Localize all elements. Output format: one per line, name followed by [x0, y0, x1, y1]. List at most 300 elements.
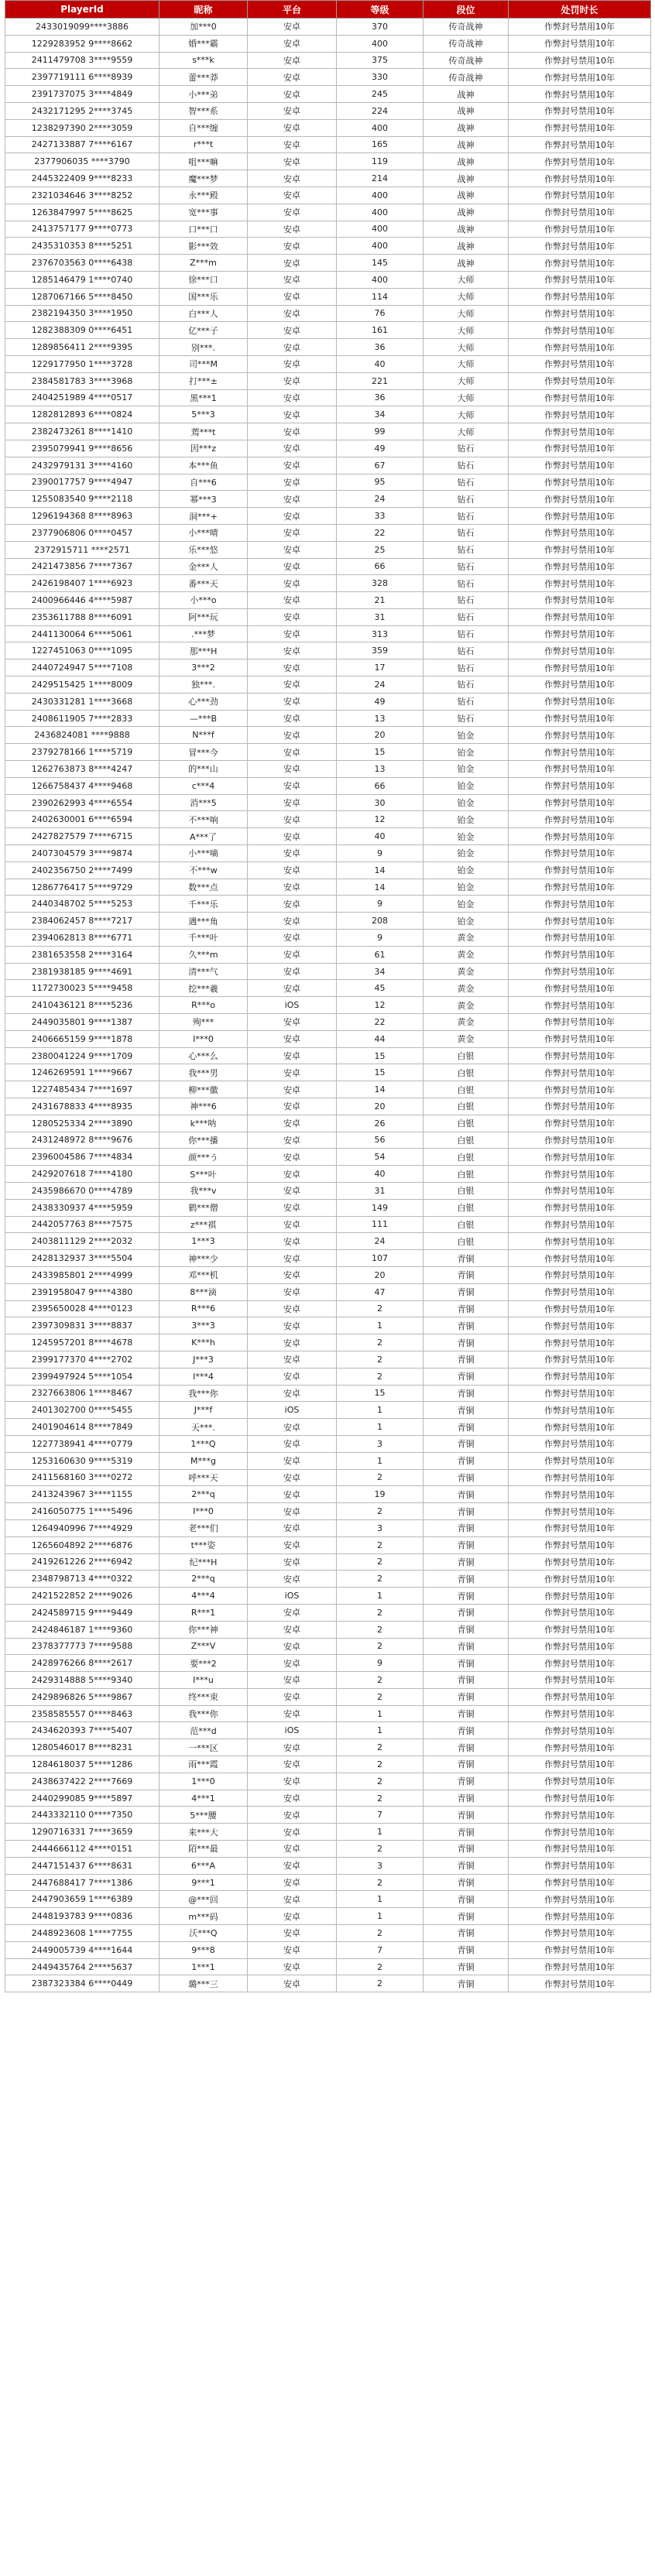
- player-id-cell: 2421473856 7****7367: [5, 558, 159, 575]
- rank-cell: 钻石: [424, 592, 509, 609]
- nickname-cell: 一***区: [159, 1739, 248, 1756]
- rank-cell: 钻石: [424, 524, 509, 541]
- rank-cell: 青铜: [424, 1435, 509, 1452]
- player-id-cell: 2390262993 4****6554: [5, 794, 159, 811]
- penalty-cell: 作弊封号禁用10年: [509, 19, 651, 36]
- platform-cell: 安卓: [248, 592, 337, 609]
- nickname-cell: 你***神: [159, 1621, 248, 1638]
- penalty-cell: 作弊封号禁用10年: [509, 828, 651, 845]
- rank-cell: 白银: [424, 1182, 509, 1199]
- penalty-cell: 作弊封号禁用10年: [509, 52, 651, 69]
- rank-cell: 铂金: [424, 761, 509, 778]
- player-id-cell: 2391737075 3****4849: [5, 86, 159, 103]
- level-cell: 1: [337, 1824, 424, 1841]
- penalty-cell: 作弊封号禁用10年: [509, 1739, 651, 1756]
- penalty-cell: 作弊封号禁用10年: [509, 1064, 651, 1081]
- level-cell: 22: [337, 524, 424, 541]
- table-row: [5, 1098, 651, 1115]
- level-cell: 165: [337, 136, 424, 153]
- player-id-cell: 2410436121 8****5236: [5, 997, 159, 1014]
- platform-cell: 安卓: [248, 794, 337, 811]
- nickname-cell: 小***嘀: [159, 845, 248, 862]
- table-row: [5, 744, 651, 761]
- level-cell: 1: [337, 1419, 424, 1436]
- rank-cell: 青铜: [424, 1857, 509, 1874]
- platform-cell: 安卓: [248, 1807, 337, 1824]
- player-id-cell: 2443332110 0****7350: [5, 1807, 159, 1824]
- penalty-cell: 作弊封号禁用10年: [509, 997, 651, 1014]
- level-cell: 9: [337, 930, 424, 947]
- platform-cell: 安卓: [248, 440, 337, 457]
- penalty-cell: 作弊封号禁用10年: [509, 794, 651, 811]
- platform-cell: 安卓: [248, 1132, 337, 1149]
- level-cell: 19: [337, 1486, 424, 1503]
- table-row: [5, 693, 651, 710]
- rank-cell: 青铜: [424, 1519, 509, 1536]
- platform-cell: 安卓: [248, 1790, 337, 1807]
- penalty-cell: 作弊封号禁用10年: [509, 1368, 651, 1385]
- player-id-cell: 2384581783 3****3968: [5, 372, 159, 389]
- level-cell: 2: [337, 1688, 424, 1705]
- player-id-cell: 2427133887 7****6167: [5, 136, 159, 153]
- rank-cell: 青铜: [424, 1941, 509, 1958]
- nickname-cell: 小***弟: [159, 86, 248, 103]
- platform-cell: 安卓: [248, 288, 337, 305]
- platform-cell: 安卓: [248, 608, 337, 625]
- player-id-cell: 2397719111 6****8939: [5, 69, 159, 86]
- nickname-cell: R***o: [159, 997, 248, 1014]
- penalty-cell: 作弊封号禁用10年: [509, 1925, 651, 1942]
- level-cell: 12: [337, 811, 424, 828]
- rank-cell: 战神: [424, 153, 509, 170]
- rank-cell: 钻石: [424, 508, 509, 525]
- level-cell: 1: [337, 1452, 424, 1469]
- player-id-cell: 2411568160 3****0272: [5, 1469, 159, 1486]
- penalty-cell: 作弊封号禁用10年: [509, 777, 651, 794]
- player-id-cell: 2431248972 8****9676: [5, 1132, 159, 1149]
- platform-cell: 安卓: [248, 102, 337, 119]
- platform-cell: 安卓: [248, 69, 337, 86]
- player-id-cell: 2413243967 3****1155: [5, 1486, 159, 1503]
- rank-cell: 白银: [424, 1064, 509, 1081]
- level-cell: 22: [337, 1014, 424, 1031]
- player-id-cell: 2447688417 7****1386: [5, 1874, 159, 1891]
- rank-cell: 战神: [424, 187, 509, 204]
- penalty-cell: 作弊封号禁用10年: [509, 1621, 651, 1638]
- level-cell: 40: [337, 355, 424, 372]
- nickname-cell: 我***v: [159, 1182, 248, 1199]
- player-id-cell: 1245957201 8****4678: [5, 1334, 159, 1351]
- table-row: [5, 1351, 651, 1368]
- rank-cell: 铂金: [424, 896, 509, 913]
- penalty-cell: 作弊封号禁用10年: [509, 1722, 651, 1739]
- platform-cell: 安卓: [248, 19, 337, 36]
- level-cell: 400: [337, 238, 424, 255]
- level-cell: 2: [337, 1571, 424, 1588]
- penalty-cell: 作弊封号禁用10年: [509, 693, 651, 710]
- nickname-cell: 天***.: [159, 1419, 248, 1436]
- nickname-cell: m***码: [159, 1908, 248, 1925]
- player-id-cell: 2377906035 ****3790: [5, 153, 159, 170]
- header-player-id: PlayerId: [5, 1, 159, 19]
- penalty-cell: 作弊封号禁用10年: [509, 1199, 651, 1216]
- level-cell: 24: [337, 491, 424, 508]
- penalty-cell: 作弊封号禁用10年: [509, 896, 651, 913]
- nickname-cell: 1***3: [159, 1233, 248, 1250]
- level-cell: 2: [337, 1553, 424, 1571]
- level-cell: 1: [337, 1317, 424, 1334]
- table-row: [5, 1115, 651, 1132]
- platform-cell: 安卓: [248, 271, 337, 288]
- penalty-cell: 作弊封号禁用10年: [509, 1841, 651, 1858]
- nickname-cell: s***k: [159, 52, 248, 69]
- penalty-cell: 作弊封号禁用10年: [509, 1047, 651, 1064]
- platform-cell: 安卓: [248, 1064, 337, 1081]
- rank-cell: 大师: [424, 372, 509, 389]
- table-row: [5, 879, 651, 896]
- level-cell: 328: [337, 575, 424, 592]
- table-row: [5, 845, 651, 862]
- table-row: [5, 1874, 651, 1891]
- nickname-cell: r***t: [159, 136, 248, 153]
- player-id-cell: 2381653558 2****3164: [5, 946, 159, 963]
- nickname-cell: I***4: [159, 1368, 248, 1385]
- level-cell: 17: [337, 659, 424, 677]
- level-cell: 208: [337, 913, 424, 930]
- nickname-cell: 幂***3: [159, 491, 248, 508]
- header-platform: 平台: [248, 1, 337, 19]
- player-id-cell: 1266758437 4****9468: [5, 777, 159, 794]
- platform-cell: 安卓: [248, 1705, 337, 1722]
- player-id-cell: 2378377773 7****9588: [5, 1638, 159, 1655]
- table-row: [5, 761, 651, 778]
- nickname-cell: R***6: [159, 1300, 248, 1317]
- penalty-cell: 作弊封号禁用10年: [509, 170, 651, 187]
- table-row: [5, 187, 651, 204]
- nickname-cell: 永***殿: [159, 187, 248, 204]
- penalty-cell: 作弊封号禁用10年: [509, 1975, 651, 1992]
- table-row: [5, 423, 651, 440]
- penalty-cell: 作弊封号禁用10年: [509, 1030, 651, 1047]
- platform-cell: 安卓: [248, 642, 337, 659]
- penalty-cell: 作弊封号禁用10年: [509, 1132, 651, 1149]
- player-id-cell: 2444666112 4****0151: [5, 1841, 159, 1858]
- platform-cell: 安卓: [248, 1047, 337, 1064]
- table-row: [5, 1773, 651, 1790]
- platform-cell: 安卓: [248, 558, 337, 575]
- platform-cell: 安卓: [248, 305, 337, 322]
- penalty-cell: 作弊封号禁用10年: [509, 1334, 651, 1351]
- player-id-cell: 1284618037 5****1286: [5, 1756, 159, 1773]
- penalty-cell: 作弊封号禁用10年: [509, 136, 651, 153]
- level-cell: 1: [337, 1908, 424, 1925]
- platform-cell: 安卓: [248, 119, 337, 136]
- rank-cell: 青铜: [424, 1571, 509, 1588]
- rank-cell: 黄金: [424, 946, 509, 963]
- table-row: [5, 1958, 651, 1975]
- rank-cell: 青铜: [424, 1975, 509, 1992]
- rank-cell: 青铜: [424, 1553, 509, 1571]
- penalty-cell: 作弊封号禁用10年: [509, 457, 651, 474]
- nickname-cell: 9***1: [159, 1874, 248, 1891]
- level-cell: 33: [337, 508, 424, 525]
- nickname-cell: 沃***Q: [159, 1925, 248, 1942]
- player-id-cell: 2447151437 6****8631: [5, 1857, 159, 1874]
- platform-cell: 安卓: [248, 727, 337, 744]
- penalty-cell: 作弊封号禁用10年: [509, 592, 651, 609]
- level-cell: 313: [337, 625, 424, 642]
- platform-cell: 安卓: [248, 693, 337, 710]
- penalty-cell: 作弊封号禁用10年: [509, 1857, 651, 1874]
- level-cell: 3: [337, 1435, 424, 1452]
- nickname-cell: 3***2: [159, 659, 248, 677]
- platform-cell: 安卓: [248, 491, 337, 508]
- rank-cell: 大师: [424, 305, 509, 322]
- rank-cell: 战神: [424, 86, 509, 103]
- level-cell: 26: [337, 1115, 424, 1132]
- platform-cell: 安卓: [248, 744, 337, 761]
- platform-cell: 安卓: [248, 1283, 337, 1300]
- rank-cell: 铂金: [424, 845, 509, 862]
- rank-cell: 大师: [424, 389, 509, 406]
- platform-cell: 安卓: [248, 1081, 337, 1098]
- level-cell: 221: [337, 372, 424, 389]
- level-cell: 76: [337, 305, 424, 322]
- player-id-cell: 1282812893 6****0824: [5, 406, 159, 423]
- nickname-cell: Z***V: [159, 1638, 248, 1655]
- penalty-cell: 作弊封号禁用10年: [509, 238, 651, 255]
- penalty-cell: 作弊封号禁用10年: [509, 930, 651, 947]
- level-cell: 9: [337, 1655, 424, 1672]
- player-id-cell: 2401302700 0****5455: [5, 1402, 159, 1419]
- rank-cell: 青铜: [424, 1705, 509, 1722]
- nickname-cell: 婚***霸: [159, 35, 248, 52]
- platform-cell: 安卓: [248, 1874, 337, 1891]
- table-row: [5, 221, 651, 238]
- level-cell: 2: [337, 1773, 424, 1790]
- platform-cell: 安卓: [248, 457, 337, 474]
- level-cell: 40: [337, 828, 424, 845]
- rank-cell: 青铜: [424, 1250, 509, 1267]
- rank-cell: 黄金: [424, 980, 509, 997]
- penalty-cell: 作弊封号禁用10年: [509, 1216, 651, 1233]
- player-id-cell: 2448923608 1****7755: [5, 1925, 159, 1942]
- penalty-cell: 作弊封号禁用10年: [509, 69, 651, 86]
- platform-cell: 安卓: [248, 1014, 337, 1031]
- penalty-cell: 作弊封号禁用10年: [509, 1503, 651, 1520]
- nickname-cell: 3***3: [159, 1317, 248, 1334]
- platform-cell: 安卓: [248, 1469, 337, 1486]
- level-cell: 145: [337, 255, 424, 272]
- penalty-cell: 作弊封号禁用10年: [509, 608, 651, 625]
- platform-cell: 安卓: [248, 238, 337, 255]
- penalty-cell: 作弊封号禁用10年: [509, 1672, 651, 1689]
- table-row: [5, 339, 651, 356]
- penalty-cell: 作弊封号禁用10年: [509, 677, 651, 694]
- nickname-cell: 8***滴: [159, 1283, 248, 1300]
- nickname-cell: 打***±: [159, 372, 248, 389]
- platform-cell: 安卓: [248, 474, 337, 491]
- player-id-cell: 1282388309 0****6451: [5, 322, 159, 339]
- penalty-cell: 作弊封号禁用10年: [509, 491, 651, 508]
- nickname-cell: 我***你: [159, 1705, 248, 1722]
- header-nickname: 昵称: [159, 1, 248, 19]
- platform-cell: 安卓: [248, 1638, 337, 1655]
- table-row: [5, 1604, 651, 1621]
- level-cell: 49: [337, 693, 424, 710]
- level-cell: 7: [337, 1941, 424, 1958]
- penalty-cell: 作弊封号禁用10年: [509, 372, 651, 389]
- player-id-cell: 2438637422 2****7669: [5, 1773, 159, 1790]
- player-id-cell: 2440724947 5****7108: [5, 659, 159, 677]
- rank-cell: 传奇战神: [424, 52, 509, 69]
- platform-cell: 安卓: [248, 1908, 337, 1925]
- level-cell: 2: [337, 1790, 424, 1807]
- penalty-cell: 作弊封号禁用10年: [509, 913, 651, 930]
- rank-cell: 钻石: [424, 558, 509, 575]
- platform-cell: 安卓: [248, 1334, 337, 1351]
- penalty-cell: 作弊封号禁用10年: [509, 1250, 651, 1267]
- platform-cell: 安卓: [248, 322, 337, 339]
- level-cell: 330: [337, 69, 424, 86]
- rank-cell: 战神: [424, 119, 509, 136]
- penalty-cell: 作弊封号禁用10年: [509, 187, 651, 204]
- platform-cell: 安卓: [248, 1030, 337, 1047]
- penalty-cell: 作弊封号禁用10年: [509, 659, 651, 677]
- level-cell: 245: [337, 86, 424, 103]
- nickname-cell: 千***叶: [159, 930, 248, 947]
- penalty-cell: 作弊封号禁用10年: [509, 1941, 651, 1958]
- rank-cell: 铂金: [424, 744, 509, 761]
- platform-cell: 安卓: [248, 963, 337, 980]
- table-row: [5, 1857, 651, 1874]
- penalty-cell: 作弊封号禁用10年: [509, 1452, 651, 1469]
- level-cell: 149: [337, 1199, 424, 1216]
- level-cell: 44: [337, 1030, 424, 1047]
- rank-cell: 铂金: [424, 777, 509, 794]
- rank-cell: 青铜: [424, 1722, 509, 1739]
- table-row: [5, 1621, 651, 1638]
- player-id-cell: 2424589715 9****9449: [5, 1604, 159, 1621]
- player-id-cell: 2428976266 8****2617: [5, 1655, 159, 1672]
- penalty-cell: 作弊封号禁用10年: [509, 1266, 651, 1283]
- level-cell: 47: [337, 1283, 424, 1300]
- player-id-cell: 2424846187 1****9360: [5, 1621, 159, 1638]
- penalty-cell: 作弊封号禁用10年: [509, 1958, 651, 1975]
- nickname-cell: 我***你: [159, 1385, 248, 1402]
- table-row: [5, 271, 651, 288]
- penalty-cell: 作弊封号禁用10年: [509, 406, 651, 423]
- player-id-cell: 2449005739 4****1644: [5, 1941, 159, 1958]
- table-row: [5, 1064, 651, 1081]
- platform-cell: 安卓: [248, 575, 337, 592]
- player-id-cell: 1285146479 1****0740: [5, 271, 159, 288]
- platform-cell: 安卓: [248, 862, 337, 879]
- player-id-cell: 1227485434 7****1697: [5, 1081, 159, 1098]
- table-row: [5, 1250, 651, 1267]
- level-cell: 14: [337, 862, 424, 879]
- platform-cell: 安卓: [248, 1199, 337, 1216]
- penalty-cell: 作弊封号禁用10年: [509, 1604, 651, 1621]
- penalty-cell: 作弊封号禁用10年: [509, 1317, 651, 1334]
- nickname-cell: 亿***子: [159, 322, 248, 339]
- nickname-cell: 白***人: [159, 305, 248, 322]
- table-row: [5, 372, 651, 389]
- player-id-cell: 1238297390 2****3059: [5, 119, 159, 136]
- penalty-cell: 作弊封号禁用10年: [509, 1688, 651, 1705]
- level-cell: 1: [337, 1402, 424, 1419]
- platform-cell: 安卓: [248, 930, 337, 947]
- table-row: [5, 102, 651, 119]
- penalty-cell: 作弊封号禁用10年: [509, 1519, 651, 1536]
- nickname-cell: 本***鱼: [159, 457, 248, 474]
- level-cell: 2: [337, 1756, 424, 1773]
- level-cell: 2: [337, 1672, 424, 1689]
- platform-cell: 安卓: [248, 1655, 337, 1672]
- nickname-cell: 乐***悠: [159, 541, 248, 558]
- table-row: [5, 1149, 651, 1166]
- rank-cell: 青铜: [424, 1385, 509, 1402]
- level-cell: 25: [337, 541, 424, 558]
- penalty-cell: 作弊封号禁用10年: [509, 1807, 651, 1824]
- penalty-cell: 作弊封号禁用10年: [509, 423, 651, 440]
- player-id-cell: 1263847997 5****8625: [5, 204, 159, 221]
- penalty-cell: 作弊封号禁用10年: [509, 288, 651, 305]
- rank-cell: 白银: [424, 1115, 509, 1132]
- rank-cell: 青铜: [424, 1655, 509, 1672]
- table-row: [5, 69, 651, 86]
- level-cell: 99: [337, 423, 424, 440]
- level-cell: 67: [337, 457, 424, 474]
- nickname-cell: 清***气: [159, 963, 248, 980]
- platform-cell: 安卓: [248, 761, 337, 778]
- platform-cell: 安卓: [248, 1571, 337, 1588]
- platform-cell: 安卓: [248, 811, 337, 828]
- rank-cell: 钻石: [424, 625, 509, 642]
- player-id-cell: 2379278166 1****5719: [5, 744, 159, 761]
- rank-cell: 青铜: [424, 1908, 509, 1925]
- table-row: [5, 946, 651, 963]
- table-row: [5, 1503, 651, 1520]
- platform-cell: 安卓: [248, 1553, 337, 1571]
- platform-cell: 安卓: [248, 52, 337, 69]
- platform-cell: 安卓: [248, 710, 337, 727]
- table-row: [5, 1841, 651, 1858]
- platform-cell: iOS: [248, 1402, 337, 1419]
- table-row: [5, 1216, 651, 1233]
- level-cell: 2: [337, 1975, 424, 1992]
- penalty-cell: 作弊封号禁用10年: [509, 339, 651, 356]
- platform-cell: 安卓: [248, 1149, 337, 1166]
- header-rank: 段位: [424, 1, 509, 19]
- platform-cell: 安卓: [248, 1250, 337, 1267]
- rank-cell: 传奇战神: [424, 19, 509, 36]
- rank-cell: 铂金: [424, 794, 509, 811]
- rank-cell: 青铜: [424, 1958, 509, 1975]
- platform-cell: 安卓: [248, 1519, 337, 1536]
- table-row: [5, 896, 651, 913]
- table-row: [5, 677, 651, 694]
- nickname-cell: 小***o: [159, 592, 248, 609]
- table-row: [5, 963, 651, 980]
- penalty-cell: 作弊封号禁用10年: [509, 1419, 651, 1436]
- nickname-cell: c***4: [159, 777, 248, 794]
- level-cell: 34: [337, 963, 424, 980]
- rank-cell: 黄金: [424, 997, 509, 1014]
- player-id-cell: 1229283952 9****8662: [5, 35, 159, 52]
- table-row: [5, 1672, 651, 1689]
- penalty-cell: 作弊封号禁用10年: [509, 946, 651, 963]
